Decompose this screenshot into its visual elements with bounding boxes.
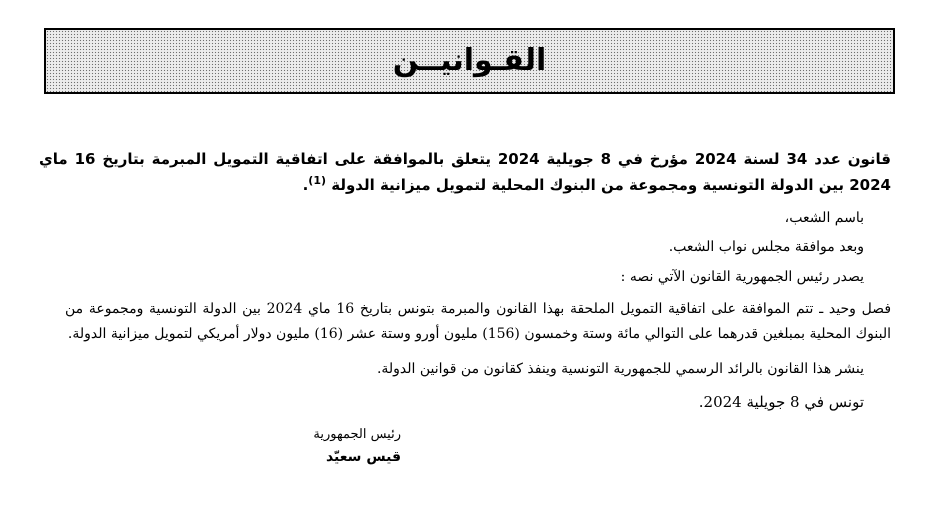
date-line: تونس في 8 جويلية 2024. <box>698 393 864 411</box>
law-title <box>39 146 891 198</box>
signature-block <box>313 424 401 468</box>
signatory-title: رئيس الجمهورية <box>313 427 401 442</box>
section-header-box <box>44 28 895 94</box>
law-title-text: قانون عدد 34 لسنة 2024 مؤرخ في 8 جويلية 2024 يتعلق بالموافقة على اتفاقية التمويل المبرمة بتاريخ 16 ماي 2024 بين الدولة التونسية ومجموعة من البنوك المحلية لتمويل ميزانية الدولة <box>39 150 891 194</box>
signatory-name: قيس سعيّد <box>325 449 401 465</box>
in-the-name-of-people: باسم الشعب، <box>784 210 864 226</box>
promulgation-line: يصدر رئيس الجمهورية القانون الآتي نصه : <box>620 269 864 285</box>
parliament-approval: وبعد موافقة مجلس نواب الشعب. <box>668 239 864 255</box>
publication-line: ينشر هذا القانون بالرائد الرسمي للجمهورية التونسية وينفذ كقانون من قوانين الدولة. <box>376 361 864 377</box>
law-title-end: . <box>302 176 309 194</box>
footnote-reference[interactable]: (1) <box>308 174 326 187</box>
sole-article: فصل وحيد ـ تتم الموافقة على اتفاقية التمويل الملحقة بهذا القانون والمبرمة بتونس بتاريخ 16 ماي 2024 بين الدولة التونسية ومجموعة من البنوك المحلية بمبلغين قدرهما على التوالي مائة وستة وخمسون (156) مليون أورو وستة عشر (16) مليون دولار أمريكي لتمويل ميزانية الدولة. <box>65 301 892 342</box>
section-title: القـوانيــن <box>392 43 547 78</box>
